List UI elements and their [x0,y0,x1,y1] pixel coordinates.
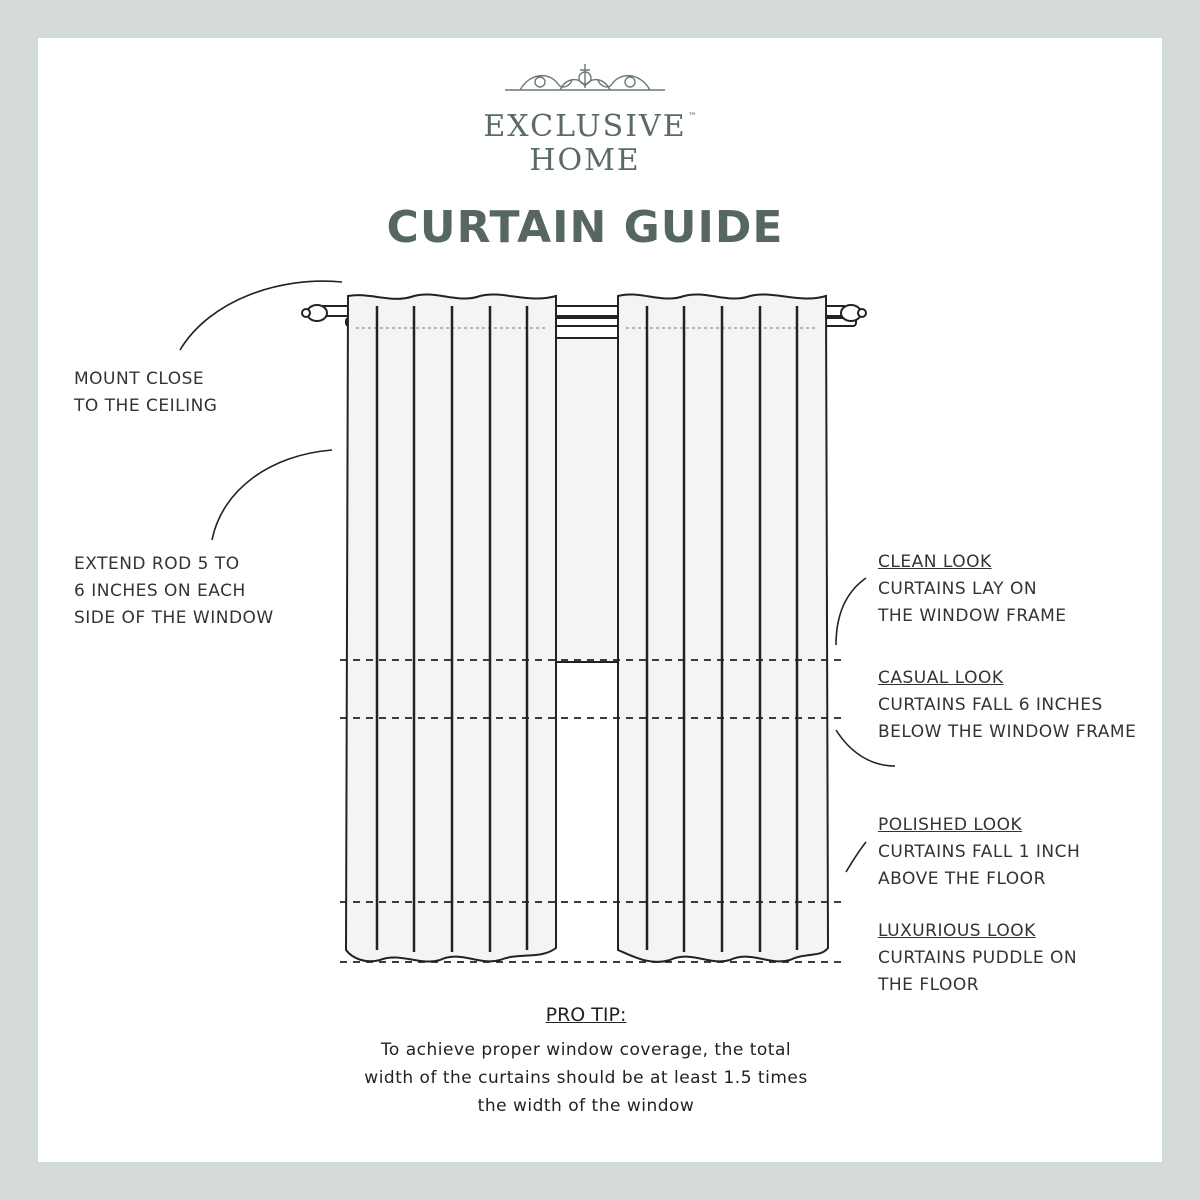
note-line: CURTAINS LAY ON [878,579,1038,599]
pro-tip-line: width of the curtains should be at least 1.5 times [364,1068,808,1088]
note-line: MOUNT CLOSE [74,369,205,389]
pro-tip-title: PRO TIP: [545,1004,627,1026]
note-line: TO THE CEILING [74,396,218,416]
pro-tip-line: To achieve proper window coverage, the total [380,1040,792,1060]
note-clean-look [878,549,1066,630]
note-line: SIDE OF THE WINDOW [74,608,274,628]
note-heading: POLISHED LOOK [878,815,1023,835]
pro-tip-body [286,1036,886,1120]
note-extend [74,551,274,632]
brand-name-line2: HOME [529,143,641,178]
note-heading: CASUAL LOOK [878,668,1004,688]
note-mount [74,366,217,420]
window-glass [556,338,618,662]
leader-clean [836,578,866,645]
note-casual-look [878,665,1136,746]
note-luxurious-look [878,918,1077,999]
curtain-panel-icon [346,294,556,961]
leader-extend [212,450,332,540]
note-polished-look [878,812,1080,893]
note-line: THE WINDOW FRAME [878,606,1067,626]
note-line: BELOW THE WINDOW FRAME [878,722,1137,742]
note-heading: CLEAN LOOK [878,552,992,572]
brand-name-line1: EXCLUSIVE [483,109,687,144]
curtain-panel-icon [618,294,828,961]
note-line: CURTAINS FALL 1 INCH [878,842,1081,862]
note-line: EXTEND ROD 5 TO [74,554,240,574]
note-line: ABOVE THE FLOOR [878,869,1046,889]
leader-polished [846,842,866,872]
trademark-symbol: ™ [688,112,697,122]
note-line: THE FLOOR [878,975,980,995]
note-line: CURTAINS FALL 6 INCHES [878,695,1103,715]
note-line: 6 INCHES ON EACH [74,581,246,601]
pro-tip-line: the width of the window [477,1096,695,1116]
note-line: CURTAINS PUDDLE ON [878,948,1078,968]
page-title: CURTAIN GUIDE [386,202,784,253]
note-heading: LUXURIOUS LOOK [878,921,1036,941]
